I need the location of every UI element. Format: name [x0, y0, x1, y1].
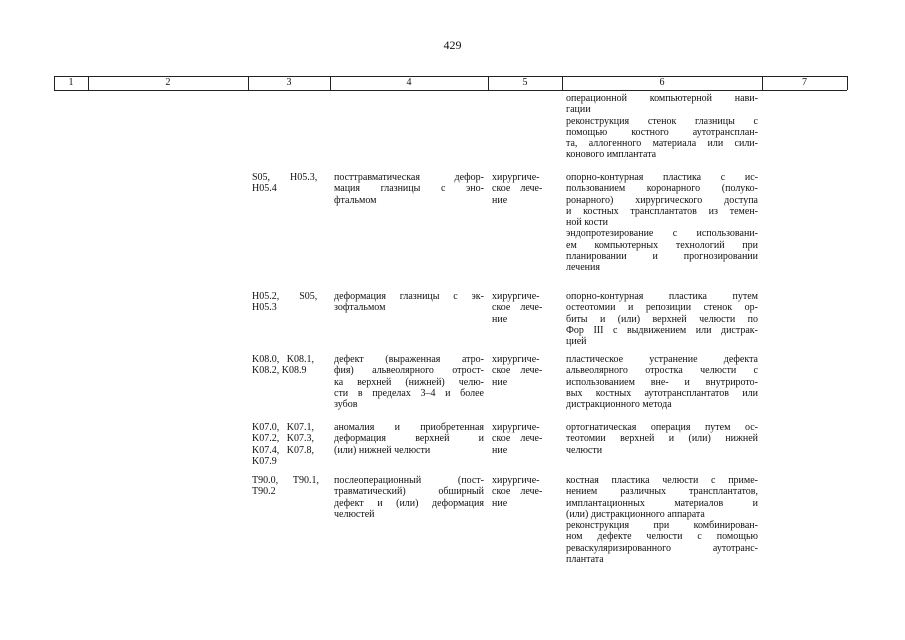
- header-col-6: 6: [659, 77, 665, 88]
- page-number: 429: [443, 38, 462, 52]
- icd-codes: K08.0, K08.1, K08.2, K08.9: [252, 354, 314, 377]
- treatment-type: хирургиче- ское лече- ние: [492, 172, 543, 206]
- header-col-2: 2: [165, 77, 171, 88]
- diagnosis: посттравматическая дефор- мация глазницы с эно- фтальмом: [334, 172, 484, 206]
- diagnosis: аномалия и приобретенная деформация верхней и (или) нижней челюсти: [334, 422, 484, 456]
- treatment-method: опорно-контурная пластика путем остеотомии и репозиции стенок ор- биты и (или) верхней челюсти по Фор III с выдвижением или дистрак- цией: [566, 291, 758, 348]
- header-col-7: 7: [802, 77, 807, 88]
- diagnosis: деформация глазницы с эк- зофтальмом: [334, 291, 484, 314]
- treatment-type: хирургиче- ское лече- ние: [492, 422, 543, 456]
- icd-codes: T90.0, T90.1, T90.2: [252, 475, 320, 498]
- table-header-rule: [54, 90, 847, 91]
- treatment-type: хирургиче- ское лече- ние: [492, 475, 543, 509]
- col-divider: [847, 76, 848, 90]
- icd-codes: S05, H05.3, H05.4: [252, 172, 318, 195]
- icd-codes: K07.0, K07.1, K07.2, K07.3, K07.4, K07.8, K07.9: [252, 422, 314, 467]
- treatment-method: костная пластика челюсти с приме- нением различных трансплантатов, имплантационных материалов и (или) дистракционного аппарата реконструкция при комбинирован- ном дефекте челюсти с помощью реваскуляризированного аутотранс- плантата: [566, 475, 758, 566]
- treatment-method: пластическое устранение дефекта альвеолярного отростка челюсти с использованием вне- и внутрирото- вых костных аутотрансплантатов или дистракционного метода: [566, 354, 758, 411]
- header-col-5: 5: [522, 77, 528, 88]
- method-continuation: операционной компьютерной нави- гации реконструкция стенок глазницы с помощью костного аутотрансплан- та, аллогенного материала или сили- конового имплантата: [566, 93, 758, 161]
- treatment-method: опорно-контурная пластика с ис- пользованием коронарного (полуко- ронарного) хирургического доступа и костных трансплантатов из темен- ной кости эндопротезирование с использовани- ем компьютерных технологий при планировании и прогнозировании лечения: [566, 172, 758, 274]
- treatment-type: хирургиче- ское лече- ние: [492, 354, 543, 388]
- diagnosis: послеоперационный (пост- травматический) обширный дефект и (или) деформация челюстей: [334, 475, 484, 520]
- icd-codes: H05.2, S05, H05.3: [252, 291, 318, 314]
- treatment-method: ортогнатическая операция путем ос- теотомии верхней и (или) нижней челюсти: [566, 422, 758, 456]
- treatment-type: хирургиче- ское лече- ние: [492, 291, 543, 325]
- header-col-1: 1: [68, 77, 74, 88]
- header-col-3: 3: [286, 77, 292, 88]
- diagnosis: дефект (выраженная атро- фия) альвеолярного отрост- ка верхней (нижней) челю- сти в пределах 3–4 и более зубов: [334, 354, 484, 411]
- header-col-4: 4: [406, 77, 412, 88]
